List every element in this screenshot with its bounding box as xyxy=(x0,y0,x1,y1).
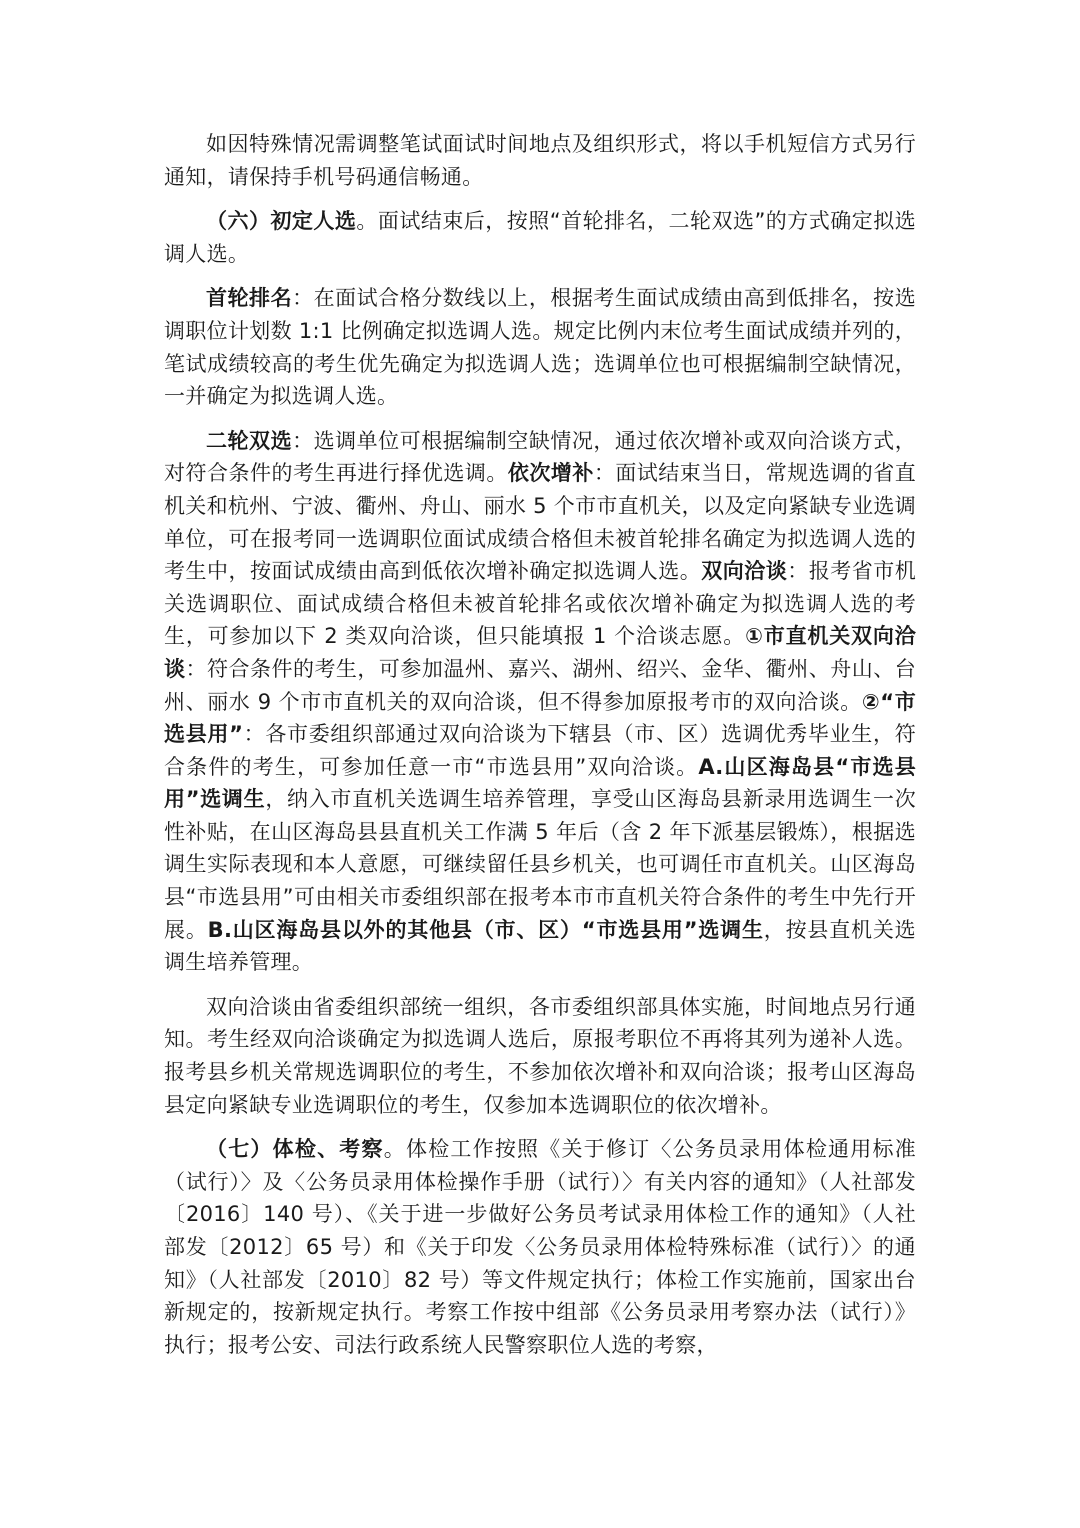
term-city-direct-negotiation: ①市直机关双向洽谈 xyxy=(164,624,916,681)
text-run: ：符合条件的考生，可参加温州、嘉兴、湖州、绍兴、金华、衢州、舟山、台州、丽水 9 个市市直机关的双向洽谈，但不得参加原报考市的双向洽谈。 xyxy=(164,656,916,714)
section-heading-7: （七）体检、考察 xyxy=(206,1137,384,1162)
text-run: ：报考省市机关选调职位、面试成绩合格但未被首轮排名或依次增补确定为拟选调人选的考生，可参加以下 2 类双向洽谈，但只能填报 1 个洽谈志愿。 xyxy=(164,559,916,649)
term-city-select-county-use: ②“市选县用” xyxy=(164,689,916,747)
term-second-round-selection: 二轮双选 xyxy=(206,428,293,453)
paragraph-exam-schedule-notice xyxy=(164,128,916,193)
paragraph-first-round-ranking xyxy=(164,282,916,412)
term-sequential-supplement: 依次增补 xyxy=(507,461,594,486)
text-run: ，纳入市直机关选调生培养管理，享受山区海岛县新录用选调生一次性补贴，在山区海岛县县直机关工作满 5 年后（含 2 年下派基层锻炼），根据选调生实际表现和本人意愿，可继续留任县乡机关，也可调任市直机关。山区海岛县“市选县用”可由相关市委组织部在报考本市市直机关符合条件的考生中先行开展。 xyxy=(164,787,916,942)
term-other-counties: B.山区海岛县以外的其他县（市、区）“市选县用”选调生 xyxy=(207,917,764,942)
text-run: 如因特殊情况需调整笔试面试时间地点及组织形式，将以手机短信方式另行通知，请保持手机号码通信畅通。 xyxy=(164,132,916,189)
text-run: ，按县直机关选调生培养管理。 xyxy=(164,917,916,975)
term-mountain-island-county: A.山区海岛县“市选县用”选调生 xyxy=(164,754,916,812)
section-heading-6: （六）初定人选 xyxy=(206,209,357,234)
paragraph-medical-exam-inspection xyxy=(164,1133,916,1361)
paragraph-initial-candidates xyxy=(164,205,916,270)
text-run: 。面试结束后，按照“首轮排名，二轮双选”的方式确定拟选调人选。 xyxy=(164,209,916,266)
text-run: ：在面试合格分数线以上，根据考生面试成绩由高到低排名，按选调职位计划数 1:1 比例确定拟选调人选。规定比例内末位考生面试成绩并列的，笔试成绩较高的考生优先确定为拟选调人选；选调单位也可根据编制空缺情况，一并确定为拟选调人选。 xyxy=(164,286,916,409)
text-run: ：各市委组织部通过双向洽谈为下辖县（市、区）选调优秀毕业生，符合条件的考生，可参加任意一市“市选县用”双向洽谈。 xyxy=(164,722,916,779)
term-two-way-negotiation: 双向洽谈 xyxy=(701,559,788,584)
paragraph-second-round-selection xyxy=(164,425,916,979)
term-first-round-ranking: 首轮排名 xyxy=(206,286,293,311)
text-run: ：面试结束当日，常规选调的省直机关和杭州、宁波、衢州、舟山、丽水 5 个市市直机关，以及定向紧缺专业选调单位，可在报考同一选调职位面试成绩合格但未被首轮排名确定为拟选调人选的考生中，按面试成绩由高到低依次增补确定拟选调人选。 xyxy=(164,461,916,584)
text-run: 。体检工作按照《关于修订〈公务员录用体检通用标准（试行）〉及〈公务员录用体检操作手册（试行）〉有关内容的通知》（人社部发〔2016〕140 号）、《关于进一步做好公务员考试录用体检工作的通知》（人社部发〔2012〕65 号）和《关于印发〈公务员录用体检特殊标准（试行）〉的通知》（人社部发〔2010〕82 号）等文件规定执行；体检工作实施前，国家出台新规定的，按新规定执行。考察工作按中组部《公务员录用考察办法（试行）》执行；报考公安、司法行政系统人民警察职位人选的考察， xyxy=(164,1137,916,1357)
paragraph-negotiation-organization xyxy=(164,991,916,1121)
text-run: ：选调单位可根据编制空缺情况，通过依次增补或双向洽谈方式，对符合条件的考生再进行择优选调。 xyxy=(164,428,916,486)
text-run: 双向洽谈由省委组织部统一组织，各市委组织部具体实施，时间地点另行通知。考生经双向洽谈确定为拟选调人选后，原报考职位不再将其列为递补人选。报考县乡机关常规选调职位的考生，不参加依次增补和双向洽谈；报考山区海岛县定向紧缺专业选调职位的考生，仅参加本选调职位的依次增补。 xyxy=(164,994,916,1117)
